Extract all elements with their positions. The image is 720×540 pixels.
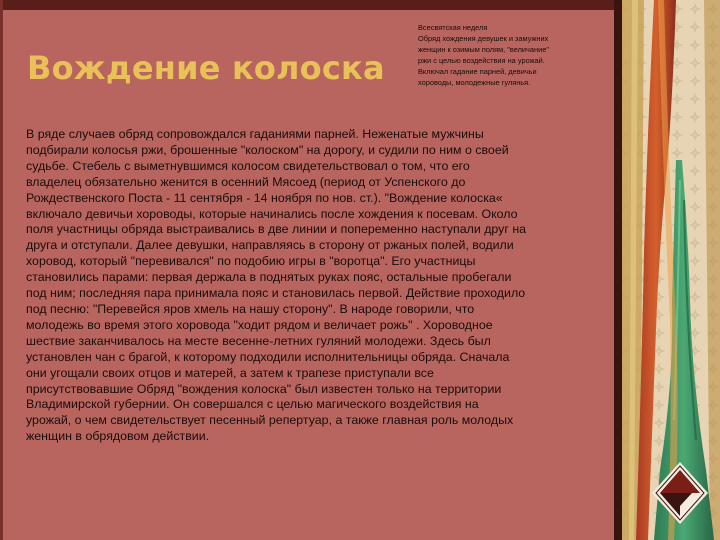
diamond-emblem-icon	[652, 462, 708, 524]
body-text: В ряде случаев обряд сопровождался гаданиями парней. Неженатые мужчины подбирали колосья ржи, брошенные "колоском" на дорогу, и судили по ним о своей судьбе. Стебель с выметнувшимся колосом свидетельствовал о том, что его владелец обязательно женится в осенний Мясоед (период от Успенского до Рождественского Поста - 11 сентября - 14 ноября по нов. ст.). "Вождение колоска« включало девичьи хороводы, которые начинались после хождения к посевам. Около поля участницы обряда выстраивались в две линии и попеременно наступали друг на друга и отступали. Далее девушки, направляясь в сторону от ржаных полей, водили хоровод, который "перевивался" по подобию игры в "воротца". Его участницы становились парами: первая держала в поднятых руках пояс, остальные пробегали под ним; последняя пара принимала пояс и становилась первой. Действие проходило под песню: "Перевейся яров хмель на нашу сторону". В народе говорили, что молодежь во время этого хоровода "ходит рядом и величает рожь" . Хороводное шествие заканчивалось на месте весенне-летних гуляний молодежи. Здесь был установлен чан с брагой, к которому подходили исполнительницы обряда. Сначала они угощали своих отцов и матерей, а затем к трапезе приступали все присутствовавшие Обряд "вождения колоска" был известен только на территории Владимирской губернии. Он совершался с целью магического воздействия на урожай, о чем свидетельствует песенный репертуар, а также главная роль молодых женщин в обрядовом действии.	[26, 127, 527, 444]
top-band	[0, 0, 620, 10]
left-edge	[0, 0, 3, 540]
folk-ornament-illustration	[614, 0, 720, 540]
side-note: Всесвятская неделя Обряд хождения девушек и замужних женщин к озимым полям, "величание" ржи с целью воздействия на урожай. Включал гадание парней, девичьи хороводы, молодежные гулянья.	[418, 23, 549, 87]
decorative-panel	[614, 0, 720, 540]
slide-title: Вождение колоска	[27, 49, 385, 87]
